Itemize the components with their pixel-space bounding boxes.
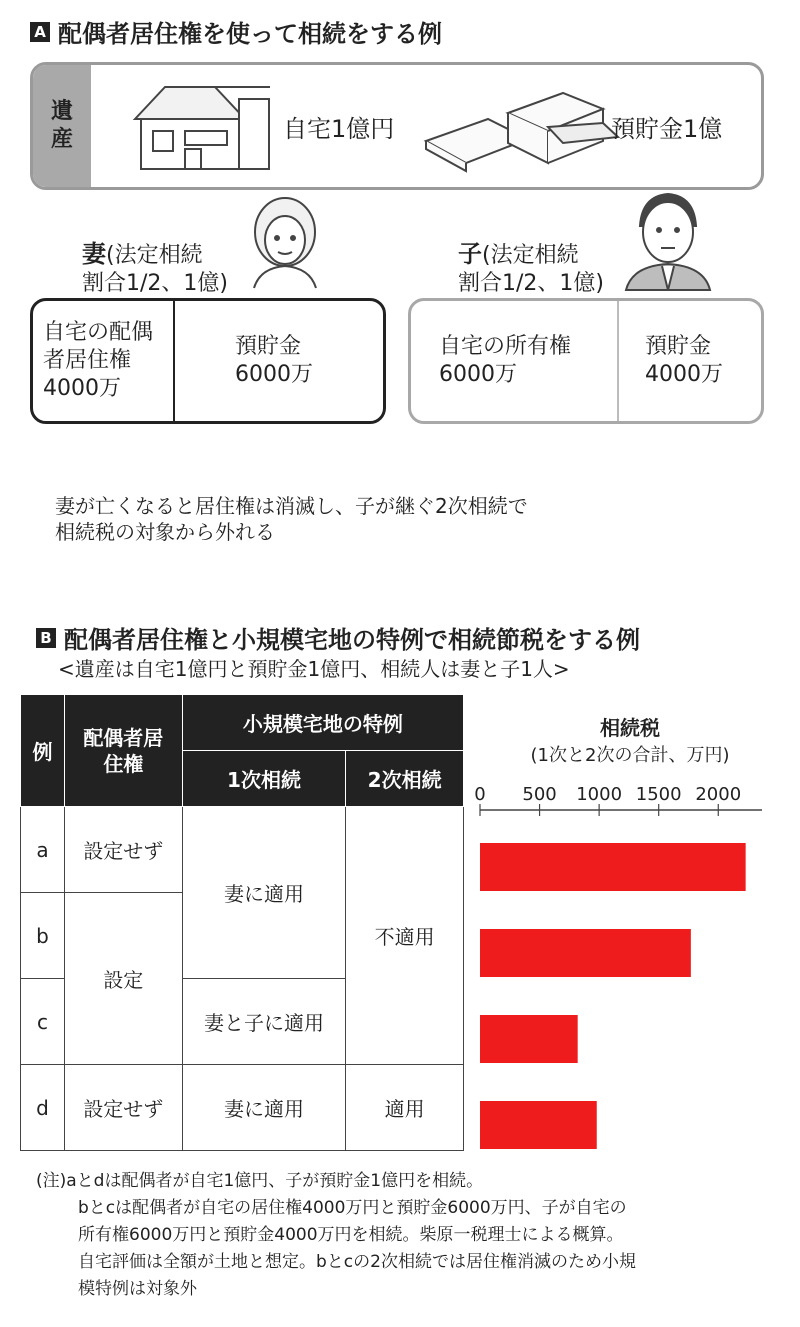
second-rule-cell: 適用: [346, 1065, 464, 1151]
child-heading: 子: [458, 240, 482, 268]
section-b-header: [36, 620, 640, 655]
wife-left-line3: 4000万: [43, 376, 121, 401]
house-label: 自宅1億円: [283, 115, 395, 143]
spouse-right-cell: 設定: [64, 893, 182, 1065]
th-second-inheritance: 2次相続: [346, 751, 464, 807]
footnote-line4: 自宅評価は全額が土地と想定。bとcの2次相続では居住権消滅のため小規: [78, 1252, 636, 1272]
child-share: [458, 240, 604, 298]
chart-subtitle: (1次と2次の合計、万円): [530, 745, 730, 766]
second-rule-cell: 不適用: [346, 807, 464, 1065]
th-special-rule: 小規模宅地の特例: [182, 695, 463, 751]
footnote-line2: bとcは配偶者が自宅の居住権4000万円と預貯金6000万円、子が自宅の: [78, 1198, 627, 1218]
child-right-line2: 4000万: [645, 362, 723, 387]
footnote: [36, 1168, 776, 1303]
bar-d: [480, 1101, 597, 1149]
child-left-line2: 6000万: [439, 362, 517, 387]
x-tick-label: 1000: [576, 784, 623, 805]
wife-right-line1: 預貯金: [235, 334, 302, 359]
x-tick-label: 500: [522, 784, 557, 805]
table-row: [21, 807, 464, 893]
savings-icon: [418, 79, 628, 174]
section-a-badge: A: [30, 22, 50, 42]
wife-savings: [175, 301, 383, 421]
wife-inheritance-box: [30, 298, 386, 424]
wife-share-line1: (法定相続: [106, 243, 203, 268]
wife-share: [82, 240, 228, 298]
wife-left-line2: 者居住権: [43, 348, 132, 373]
footnote-line1: (注)aとdは配偶者が自宅1億円、子が預貯金1億円を相続。: [36, 1171, 484, 1191]
child-left-line1: 自宅の所有権: [439, 334, 572, 359]
child-avatar-icon: [618, 186, 718, 292]
section-a-title: 配偶者居住権を使って相続をする例: [58, 20, 442, 48]
child-ownership: [411, 301, 617, 421]
chart-title: 相続税: [600, 716, 660, 740]
note-line2: 相続税の対象から外れる: [55, 520, 275, 544]
section-b-subtitle: <遺産は自宅1億円と預貯金1億円、相続人は妻と子1人>: [58, 657, 570, 681]
wife-left-line1: 自宅の配偶: [43, 320, 154, 345]
bar-a: [480, 843, 746, 891]
tax-bar-chart: [462, 770, 782, 1160]
wife-heading: 妻: [82, 240, 106, 268]
case-label: c: [21, 979, 65, 1065]
wife-residence-right: [33, 301, 173, 421]
x-tick-label: 1500: [635, 784, 682, 805]
section-a-header: [30, 14, 442, 49]
section-b-badge: B: [36, 628, 56, 648]
first-rule-cell: 妻に適用: [182, 1065, 346, 1151]
first-rule-cell: 妻に適用: [182, 807, 346, 979]
case-label: b: [21, 893, 65, 979]
footnote-line3: 所有権6000万円と預貯金4000万円を相続。柴原一税理士による概算。: [78, 1225, 624, 1245]
x-tick-label: 0: [474, 784, 486, 805]
wife-right-line2: 6000万: [235, 362, 313, 387]
child-share-line2: 割合1/2、1億): [458, 271, 604, 296]
child-savings: [619, 301, 761, 421]
bar-c: [480, 1015, 578, 1063]
estate-label: [33, 65, 91, 187]
wife-avatar-icon: [240, 190, 330, 290]
chart-heading: [470, 712, 790, 767]
spouse-right-cell: 設定せず: [64, 807, 182, 893]
wife-share-line2: 割合1/2、1億): [82, 271, 228, 296]
case-label: d: [21, 1065, 65, 1151]
child-right-line1: 預貯金: [645, 334, 712, 359]
th-first-inheritance: 1次相続: [182, 751, 346, 807]
tax-cases-table: [20, 694, 464, 1151]
note-line1: 妻が亡くなると居住権は消滅し、子が継ぐ2次相続で: [55, 494, 528, 518]
footnote-line5: 模特例は対象外: [78, 1279, 197, 1299]
th-case: 例: [21, 695, 65, 807]
first-rule-cell: 妻と子に適用: [182, 979, 346, 1065]
child-inheritance-box: [408, 298, 764, 424]
case-label: a: [21, 807, 65, 893]
child-share-line1: (法定相続: [482, 243, 579, 268]
spouse-right-cell: 設定せず: [64, 1065, 182, 1151]
section-b-title: 配偶者居住権と小規模宅地の特例で相続節税をする例: [64, 626, 640, 654]
x-tick-label: 2000: [695, 784, 742, 805]
section-a-note: [55, 493, 528, 545]
table-row: [21, 1065, 464, 1151]
estate-label-text: 遺産: [50, 99, 73, 152]
bar-b: [480, 929, 691, 977]
th-spouse-right: 配偶者居住権: [64, 695, 182, 807]
house-icon: [125, 79, 275, 174]
savings-label: 預貯金1億: [611, 115, 723, 143]
estate-box: [30, 62, 764, 190]
